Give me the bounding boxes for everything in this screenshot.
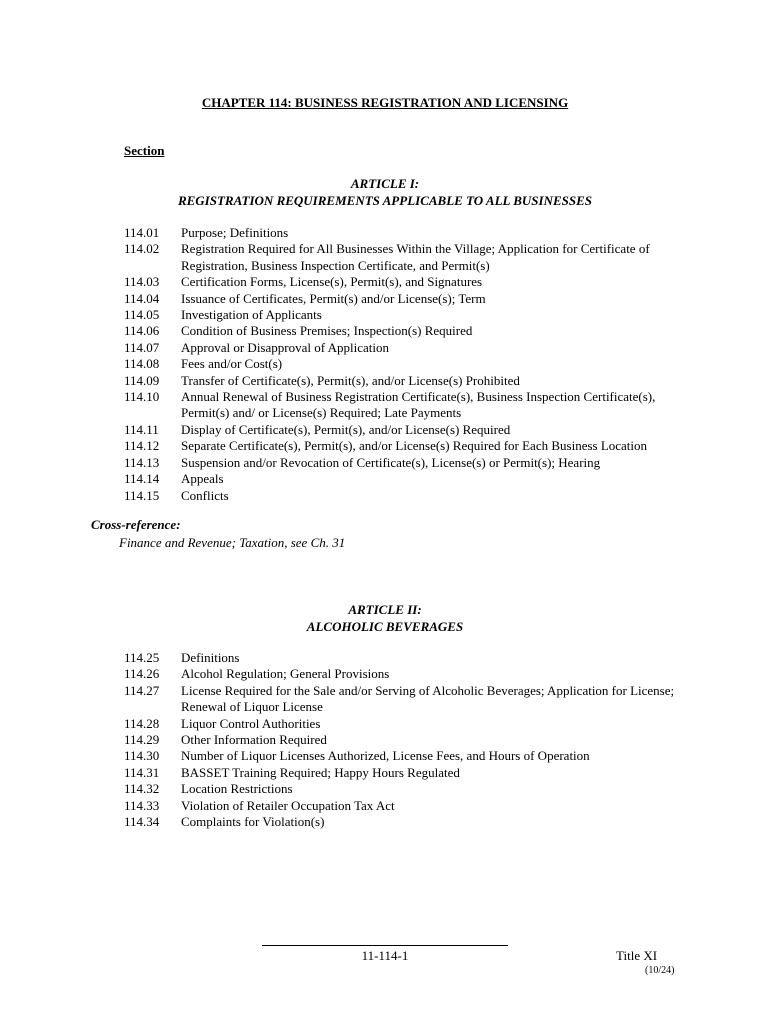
section-entry <box>124 225 694 241</box>
section-entry <box>124 798 694 814</box>
article-1-heading <box>0 175 770 209</box>
section-number: 114.29 <box>124 732 160 748</box>
section-title: Display of Certificate(s), Permit(s), and/or License(s) Required <box>181 421 511 437</box>
section-title: Fees and/or Cost(s) <box>181 356 283 372</box>
section-title: Location Restrictions <box>181 781 293 797</box>
cross-reference-text: Finance and Revenue; Taxation, see Ch. 31 <box>119 535 346 550</box>
section-title: Complaints for Violation(s) <box>181 814 325 830</box>
footer-revision-date: (10/24) <box>645 965 675 976</box>
section-entry <box>124 650 694 666</box>
section-title: Approval or Disapproval of Application <box>181 339 389 355</box>
section-entry <box>124 488 694 504</box>
section-entry <box>124 307 694 323</box>
section-number: 114.02 <box>124 241 160 257</box>
section-title: Number of Liquor Licenses Authorized, License Fees, and Hours of Operation <box>181 748 590 764</box>
section-column-label: Section <box>124 143 165 158</box>
section-title: Purpose; Definitions <box>181 225 289 240</box>
article-2-section-list <box>124 650 694 830</box>
section-number: 114.27 <box>124 682 160 698</box>
footer-rule <box>262 945 508 946</box>
section-title: Investigation of Applicants <box>181 307 322 323</box>
section-title: Condition of Business Premises; Inspection(s) Required <box>181 323 473 339</box>
cross-reference-label: Cross-reference: <box>91 517 181 532</box>
section-number: 114.25 <box>124 650 160 665</box>
section-number: 114.32 <box>124 781 160 797</box>
section-number: 114.30 <box>124 748 160 764</box>
section-entry <box>124 241 694 274</box>
section-title: Issuance of Certificates, Permit(s) and/or License(s); Term <box>181 290 486 306</box>
section-number: 114.31 <box>124 764 160 780</box>
section-number: 114.10 <box>124 389 160 405</box>
section-entry <box>124 340 694 356</box>
section-entry <box>124 666 694 682</box>
section-entry <box>124 732 694 748</box>
section-number: 114.34 <box>124 814 160 830</box>
section-entry <box>124 683 694 716</box>
article-2-heading <box>0 601 770 635</box>
section-number: 114.03 <box>124 274 160 290</box>
section-entry <box>124 291 694 307</box>
section-number: 114.06 <box>124 323 160 339</box>
section-number: 114.08 <box>124 356 160 372</box>
section-number: 114.07 <box>124 339 160 355</box>
section-title: BASSET Training Required; Happy Hours Regulated <box>181 764 460 780</box>
section-entry <box>124 748 694 764</box>
section-entry <box>124 373 694 389</box>
section-entry <box>124 814 694 830</box>
section-entry <box>124 781 694 797</box>
section-entry <box>124 471 694 487</box>
section-title: Suspension and/or Revocation of Certificate(s), License(s) or Permit(s); Hearing <box>181 454 601 470</box>
section-number: 114.13 <box>124 454 160 470</box>
section-title: Transfer of Certificate(s), Permit(s), and/or License(s) Prohibited <box>181 372 520 388</box>
section-entry <box>124 455 694 471</box>
section-entry <box>124 438 694 454</box>
section-title: Certification Forms, License(s), Permit(s), and Signatures <box>181 274 483 290</box>
section-title: Definitions <box>181 650 240 665</box>
article-1-title: REGISTRATION REQUIREMENTS APPLICABLE TO ALL BUSINESSES <box>177 193 593 208</box>
section-title: Alcohol Regulation; General Provisions <box>181 666 390 682</box>
section-number: 114.28 <box>124 715 160 731</box>
section-number: 114.12 <box>124 438 160 454</box>
section-entry <box>124 716 694 732</box>
section-number: 114.01 <box>124 225 160 240</box>
section-entry <box>124 389 694 422</box>
section-entry <box>124 274 694 290</box>
section-number: 114.14 <box>124 471 160 487</box>
section-entry <box>124 356 694 372</box>
section-number: 114.11 <box>124 421 159 437</box>
section-number: 114.15 <box>124 487 160 503</box>
section-title: Violation of Retailer Occupation Tax Act <box>181 797 395 813</box>
chapter-title: CHAPTER 114: BUSINESS REGISTRATION AND LICENSING <box>201 95 569 110</box>
section-entry <box>124 765 694 781</box>
section-number: 114.04 <box>124 290 160 306</box>
section-title: Separate Certificate(s), Permit(s), and/or License(s) Required for Each Business Location <box>181 438 648 454</box>
section-title: Other Information Required <box>181 732 327 748</box>
section-title: Appeals <box>181 471 224 487</box>
footer-title: Title XI <box>616 948 658 963</box>
article-1-number: ARTICLE I: <box>350 176 420 191</box>
section-title: License Required for the Sale and/or Serving of Alcoholic Beverages; Application for License; Renewal of Liquor License <box>181 682 675 715</box>
section-title: Annual Renewal of Business Registration Certificate(s), Business Inspection Certificate(s), Permit(s) and/ or License(s) Required; Late Payments <box>181 389 656 421</box>
section-entry <box>124 422 694 438</box>
footer-page-number: 11-114-1 <box>361 948 409 963</box>
section-title: Conflicts <box>181 487 229 503</box>
section-entry <box>124 323 694 339</box>
section-number: 114.05 <box>124 307 160 323</box>
section-title: Liquor Control Authorities <box>181 715 321 731</box>
article-2-title: ALCOHOLIC BEVERAGES <box>306 619 464 634</box>
article-2-number: ARTICLE II: <box>348 602 422 617</box>
section-number: 114.26 <box>124 666 160 682</box>
section-number: 114.33 <box>124 797 160 813</box>
section-title: Registration Required for All Businesses Within the Village; Application for Certificate of Registration, Business Inspection Certificate, and Permit(s) <box>181 241 650 273</box>
section-number: 114.09 <box>124 372 160 388</box>
article-1-section-list <box>124 225 694 504</box>
